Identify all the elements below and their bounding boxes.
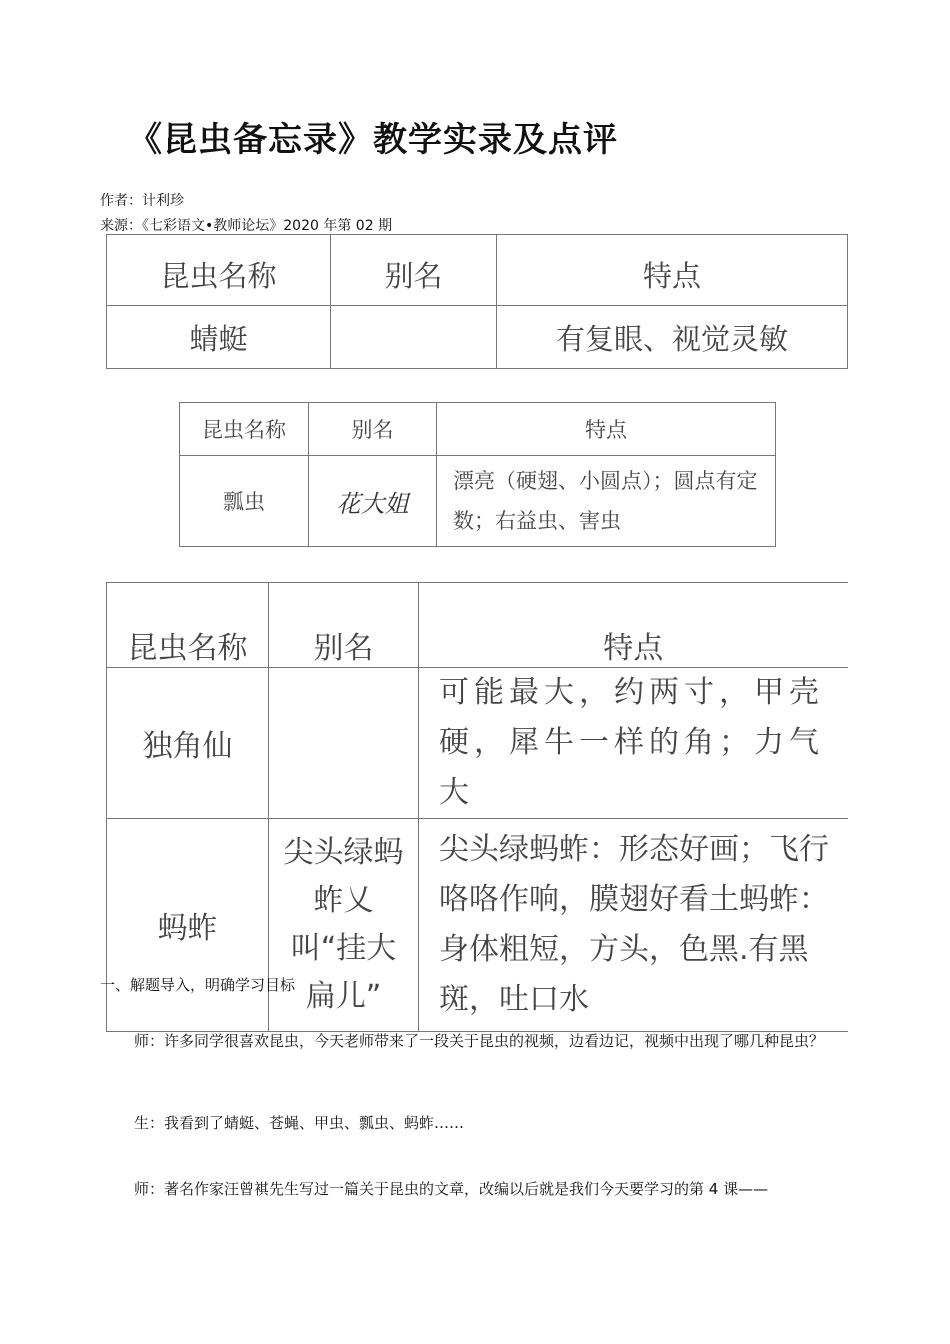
section-heading: 一、解题导入，明确学习目标	[100, 976, 296, 994]
header-features: 特点	[419, 583, 848, 668]
cell-features: 有复眼、视觉灵敏	[497, 306, 848, 369]
paragraph: 师：许多同学很喜欢昆虫，今天老师带来了一段关于昆虫的视频，边看边记，视频中出现了哪几种昆虫？	[134, 1032, 825, 1050]
header-alias: 别名	[309, 403, 437, 456]
insect-table-2	[179, 402, 776, 547]
paragraph: 生：我看到了蜻蜓、苍蝇、甲虫、瓢虫、蚂蚱……	[134, 1114, 465, 1132]
table-header-row	[180, 403, 776, 456]
table-row	[107, 306, 848, 369]
table-header-row	[107, 235, 848, 306]
cell-alias	[331, 306, 497, 369]
cell-features: 可能最大，约两寸，甲壳硬，犀牛一样的角；力气大	[419, 668, 848, 819]
author-line: 作者：计利珍	[100, 193, 184, 209]
header-alias: 别名	[269, 583, 419, 668]
header-alias: 别名	[331, 235, 497, 306]
paragraph: 师：著名作家汪曾褀先生写过一篇关于昆虫的文章，改编以后就是我们今天要学习的第 4 课——	[134, 1180, 769, 1198]
table-row	[107, 668, 848, 819]
cell-insect-name: 瓢虫	[180, 456, 309, 547]
cell-features: 尖头绿蚂蚱：形态好画；飞行咯咯作响，膜翅好看土蚂蚱：身体粗短，方头，色黑.有黑斑，吐口水	[419, 819, 848, 1032]
header-insect-name: 昆虫名称	[180, 403, 309, 456]
cell-alias	[269, 668, 419, 819]
insect-table-1	[106, 234, 848, 369]
cell-alias: 尖头绿蚂蚱乂叫“挂大扁儿”	[269, 819, 419, 1032]
header-insect-name: 昆虫名称	[107, 235, 331, 306]
header-insect-name: 昆虫名称	[107, 583, 269, 668]
header-features: 特点	[497, 235, 848, 306]
cell-insect-name: 蚂蚱	[107, 819, 269, 1032]
cell-alias-handwritten: 花大姐	[309, 456, 437, 547]
source-line: 来源：《七彩语文•教师论坛》2020 年第 02 期	[100, 218, 393, 234]
table-header-row	[107, 583, 848, 668]
cell-insect-name: 蜻蜓	[107, 306, 331, 369]
table-row	[107, 819, 848, 1032]
table-row	[180, 456, 776, 547]
page-title: 《昆虫备忘录》教学实录及点评	[128, 120, 618, 160]
header-features: 特点	[437, 403, 776, 456]
insect-table-3	[106, 582, 848, 1032]
cell-insect-name: 独角仙	[107, 668, 269, 819]
cell-features: 漂亮（硬翅、小圆点）；圆点有定数；右益虫、害虫	[437, 456, 776, 547]
